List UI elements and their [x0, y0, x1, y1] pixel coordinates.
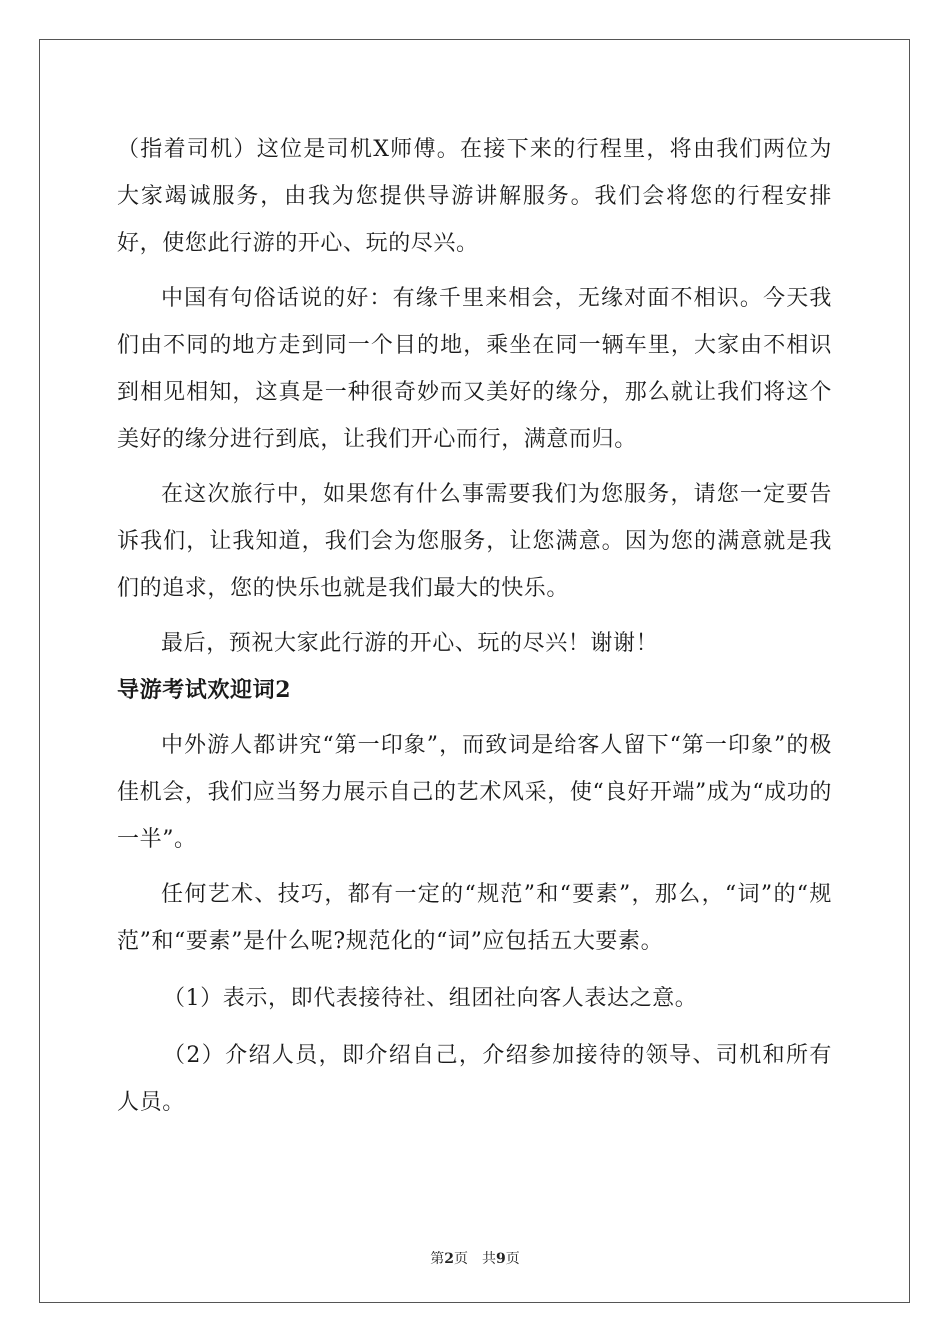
list-item-2: （2）介绍人员，即介绍自己，介绍参加接待的领导、司机和所有人员。	[117, 1043, 832, 1115]
paragraph-first-impression: 中外游人都讲究“第一印象”，而致词是给客人留下“第一印象”的极佳机会，我们应当努力展示自己的艺术风采，使“良好开端”成为“成功的一半”。	[117, 733, 832, 852]
total-prefix: 共	[482, 1251, 496, 1267]
total-suffix: 页	[505, 1251, 520, 1267]
paragraph-service: 在这次旅行中，如果您有什么事需要我们为您服务，请您一定要告诉我们，让我知道，我们会为您服务，让您满意。因为您的满意就是我们的追求，您的快乐也就是我们最大的快乐。	[117, 482, 832, 601]
page-suffix: 页	[454, 1251, 468, 1267]
paragraph-driver-intro: （指着司机）这位是司机X师傅。在接下来的行程里，将由我们两位为大家竭诚服务，由我为您提供导游讲解服务。我们会将您的行程安排好，使您此行游的开心、玩的尽兴。	[117, 137, 832, 256]
page-prefix: 第	[430, 1251, 445, 1267]
list-item-1: （1）表示，即代表接待社、组团社向客人表达之意。	[163, 986, 698, 1011]
document-body	[117, 126, 832, 1126]
section-title: 导游考试欢迎词2	[117, 677, 292, 703]
paragraph-five-elements: 任何艺术、技巧，都有一定的“规范”和“要素”，那么，“词”的“规范”和“要素”是什么呢?规范化的“词”应包括五大要素。	[117, 882, 832, 954]
paragraph-closing: 最后，预祝大家此行游的开心、玩的尽兴！谢谢！	[161, 631, 659, 656]
paragraph-proverb: 中国有句俗话说的好：有缘千里来相会，无缘对面不相识。今天我们由不同的地方走到同一个目的地，乘坐在同一辆车里，大家由不相识到相见相知，这真是一种很奇妙而又美好的缘分，那么就让我们将这个美好的缘分进行到底，让我们开心而行，满意而归。	[117, 286, 832, 452]
page-footer	[0, 1248, 950, 1268]
page-total: 9	[496, 1251, 506, 1267]
page-current: 2	[444, 1251, 454, 1267]
